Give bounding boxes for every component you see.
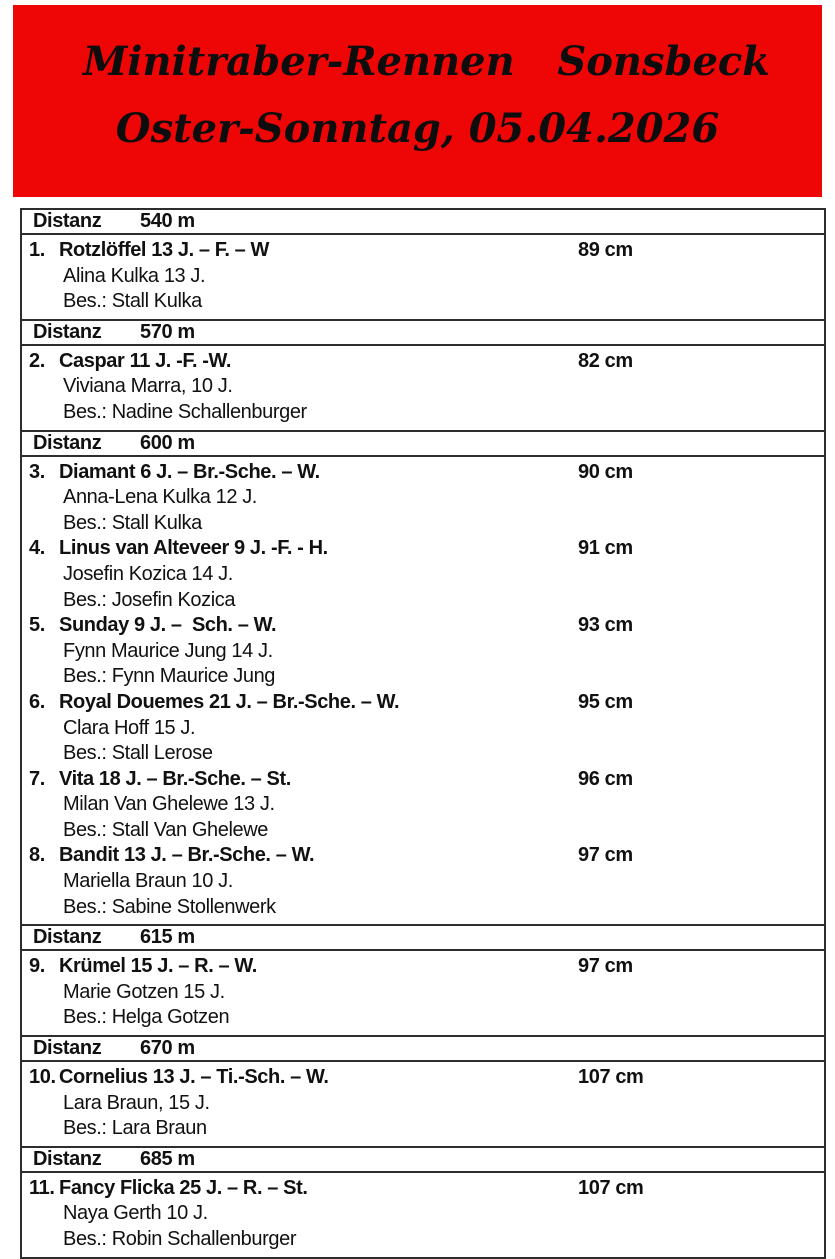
driver-name: Naya Gerth 10 J. [63, 1202, 208, 1225]
horse-height: 97 cm [578, 844, 633, 867]
horse-height: 82 cm [578, 349, 633, 372]
event-location: Sonsbeck [557, 38, 770, 85]
horse-height: 93 cm [578, 614, 633, 637]
entry-title-row [22, 460, 824, 486]
driver-name: Fynn Maurice Jung 14 J. [63, 639, 273, 662]
horse-name: Cornelius 13 J. – Ti.-Sch. – W. [59, 1066, 329, 1089]
horse-height: 95 cm [578, 690, 633, 713]
horse-height: 89 cm [578, 239, 633, 261]
distance-row [22, 430, 824, 457]
distance-label: Distanz [33, 1037, 102, 1060]
entry-title-row [22, 613, 824, 639]
entry-number: 5. [29, 614, 45, 637]
entry-number: 10. [29, 1066, 56, 1089]
distance-value: 600 m [140, 431, 195, 454]
entry-title-row [22, 690, 824, 716]
distance-row [22, 210, 824, 235]
horse-height: 90 cm [578, 460, 633, 483]
entry-block [22, 951, 824, 1035]
entry-number: 4. [29, 537, 45, 560]
horse-name: Sunday 9 J. – Sch. – W. [59, 614, 277, 637]
horse-name: Fancy Flicka 25 J. – R. – St. [59, 1176, 308, 1199]
driver-name: Milan Van Ghelewe 13 J. [63, 793, 275, 816]
driver-name: Josefin Kozica 14 J. [63, 562, 233, 585]
owner-name: Bes.: Fynn Maurice Jung [63, 665, 276, 688]
banner-title-row [13, 5, 822, 85]
horse-name: Vita 18 J. – Br.-Sche. – St. [59, 767, 291, 790]
entry-number: 8. [29, 844, 45, 867]
entry-number: 7. [29, 767, 45, 790]
entry-block [22, 346, 824, 430]
distance-row [22, 319, 824, 346]
distance-label: Distanz [33, 210, 102, 232]
horse-name: Caspar 11 J. -F. -W. [59, 349, 232, 372]
distance-value: 685 m [140, 1147, 195, 1170]
entry-title-row [22, 536, 824, 562]
distance-label: Distanz [33, 320, 102, 343]
entry-title-row [22, 767, 824, 793]
distance-value: 570 m [140, 320, 195, 343]
entry-block [22, 235, 824, 319]
entry-number: 2. [29, 349, 45, 372]
entry-number: 11. [29, 1176, 55, 1199]
owner-name: Bes.: Sabine Stollenwerk [63, 895, 276, 918]
driver-name: Mariella Braun 10 J. [63, 870, 233, 893]
driver-name: Clara Hoff 15 J. [63, 716, 196, 739]
entry-title-row [22, 1065, 824, 1091]
entry-title-row [22, 238, 824, 264]
driver-name: Alina Kulka 13 J. [63, 264, 206, 287]
race-table [20, 208, 826, 1259]
horse-name: Rotzlöffel 13 J. – F. – W [59, 239, 270, 261]
entry-block [22, 1173, 824, 1257]
entry-block [22, 1062, 824, 1146]
horse-name: Bandit 13 J. – Br.-Sche. – W. [59, 844, 315, 867]
horse-height: 107 cm [578, 1176, 644, 1199]
owner-name: Bes.: Robin Schallenburger [63, 1228, 297, 1250]
distance-label: Distanz [33, 926, 102, 949]
distance-value: 540 m [140, 210, 195, 232]
distance-row [22, 1035, 824, 1062]
owner-name: Bes.: Stall Kulka [63, 511, 202, 534]
horse-name: Royal Douemes 21 J. – Br.-Sche. – W. [59, 690, 400, 713]
entry-number: 6. [29, 690, 45, 713]
driver-name: Lara Braun, 15 J. [63, 1091, 210, 1114]
owner-name: Bes.: Lara Braun [63, 1117, 207, 1140]
distance-label: Distanz [33, 1147, 102, 1170]
entry-number: 9. [29, 955, 45, 978]
owner-name: Bes.: Josefin Kozica [63, 588, 236, 611]
driver-name: Viviana Marra, 10 J. [63, 375, 233, 398]
horse-name: Linus van Alteveer 9 J. -F. - H. [59, 537, 328, 560]
horse-name: Krümel 15 J. – R. – W. [59, 955, 257, 978]
horse-height: 96 cm [578, 767, 633, 790]
distance-value: 670 m [140, 1037, 195, 1060]
entry-title-row [22, 843, 824, 869]
owner-name: Bes.: Stall Lerose [63, 742, 213, 765]
entry-block [22, 457, 824, 925]
driver-name: Anna-Lena Kulka 12 J. [63, 486, 257, 509]
owner-name: Bes.: Helga Gotzen [63, 1006, 230, 1029]
distance-value: 615 m [140, 926, 195, 949]
entry-title-row [22, 1176, 824, 1202]
distance-row [22, 1146, 824, 1173]
horse-height: 97 cm [578, 955, 633, 978]
owner-name: Bes.: Stall Van Ghelewe [63, 818, 268, 841]
driver-name: Marie Gotzen 15 J. [63, 980, 225, 1003]
entry-title-row [22, 349, 824, 375]
horse-height: 107 cm [578, 1066, 644, 1089]
distance-row [22, 924, 824, 951]
owner-name: Bes.: Nadine Schallenburger [63, 400, 307, 423]
horse-height: 91 cm [578, 537, 633, 560]
entry-title-row [22, 954, 824, 980]
event-title: Minitraber-Rennen [83, 38, 515, 85]
owner-name: Bes.: Stall Kulka [63, 290, 202, 313]
event-date: Oster-Sonntag, 05.04.2026 [115, 105, 720, 152]
entry-number: 1. [29, 239, 45, 261]
entry-number: 3. [29, 460, 45, 483]
horse-name: Diamant 6 J. – Br.-Sche. – W. [59, 460, 320, 483]
distance-label: Distanz [33, 431, 102, 454]
event-banner [13, 5, 822, 197]
